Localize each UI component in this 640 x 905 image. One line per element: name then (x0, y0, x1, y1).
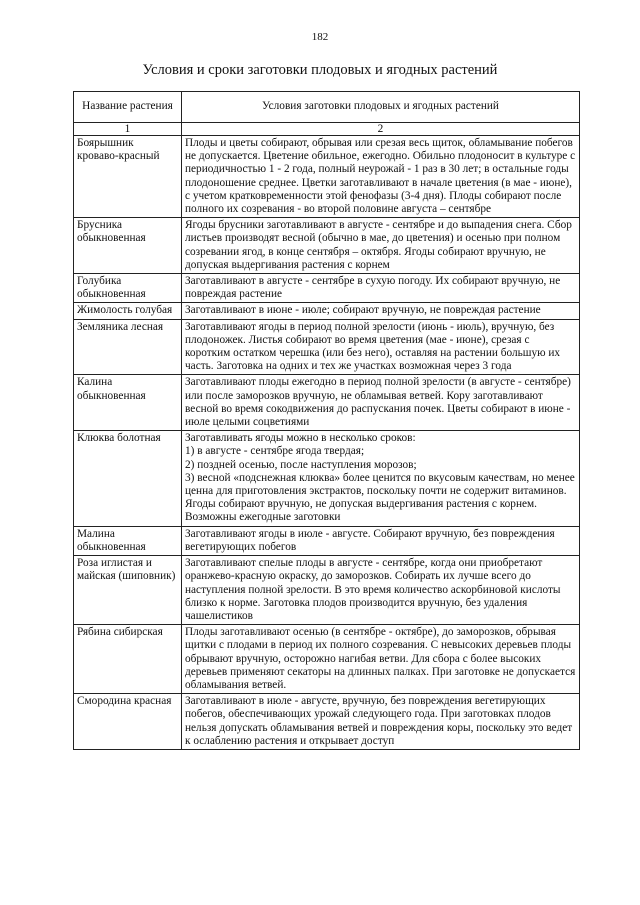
condition-line: 1) в августе - сентябре ягода твердая; (185, 445, 365, 458)
table-row (74, 526, 580, 555)
page-title: Условия и сроки заготовки плодовых и ягодных растений (142, 62, 498, 78)
plant-conditions: Заготавливают ягоды в июле - августе. Собирают вручную, без повреждения вегетирующих побегов (182, 526, 580, 555)
table-header-row (74, 92, 580, 123)
table-row (74, 303, 580, 319)
plant-name: Малина обыкновенная (74, 526, 182, 555)
plant-conditions (182, 431, 580, 526)
plant-conditions: Заготавливают в августе - сентябре в сухую погоду. Их собирают вручную, не повреждая растение (182, 274, 580, 303)
plant-conditions: Заготавливают в июне - июле; собирают вручную, не повреждая растение (182, 303, 580, 319)
table-row (74, 274, 580, 303)
plant-conditions: Заготавливают ягоды в период полной зрелости (июнь - июль), вручную, без плодоножек. Листья собирают во время цветения (мае - июне), срезая с коротким остатком черешка (или без него), оставляя на растении большую их часть. Заготовка на одних и тех же участках возможная через 3 года (182, 319, 580, 375)
harvest-table (73, 91, 580, 750)
plant-conditions: Заготавливают в июле - августе, вручную, без повреждения вегетирующих побегов, обеспечивающих урожай следующего года. При заготовках плодов нельзя допускать обламывания ветвей и повреждения коры, поскольку это ведет к ослаблению растения и открывает доступ (182, 694, 580, 750)
header-plant-name: Название растения (74, 92, 182, 123)
column-number-row (74, 123, 580, 136)
plant-conditions: Заготавливают спелые плоды в августе - сентябре, когда они приобретают оранжево-красную окраску, до заморозков. Собирать их лучше всего до наступления полной зрелости. В это время количество аскорбиновой кислоты близко к норме. Заготовка плодов производится вручную, без удаления чашелистиков (182, 556, 580, 625)
table-row (74, 375, 580, 431)
condition-line: Заготавливать ягоды можно в несколько сроков: (185, 432, 416, 445)
plant-name: Смородина красная (74, 694, 182, 750)
plant-conditions: Заготавливают плоды ежегодно в период полной зрелости (в августе - сентябре) или после заморозков вручную, не обламывая ветвей. Кору заготавливают весной во время сокодвижения до распускания почек. Цветы собирают в июне - июле целыми соцветиями (182, 375, 580, 431)
condition-line: 2) поздней осенью, после наступления морозов; (185, 458, 417, 471)
table-row (74, 556, 580, 625)
table-row (74, 694, 580, 750)
plant-name: Рябина сибирская (74, 625, 182, 694)
table-row (74, 218, 580, 274)
plant-name: Брусника обыкновенная (74, 218, 182, 274)
table-row (74, 431, 580, 526)
column-number: 1 (74, 123, 182, 136)
plant-conditions: Плоды и цветы собирают, обрывая или срезая весь щиток, обламывание побегов не допускается. Цветение обильное, ежегодно. Обильно плодоносит в культуре с периодичностью 1 - 2 года, полный неурожай - 1 раз в 30 лет; в остальные годы плодоношение среднее. Цветки заготавливают в начале цветения (в мае - июне), с учетом кратковременности этой фенофазы (3-4 дня). Плоды собирают после полного их созревания - во второй половине августа – сентябре (182, 136, 580, 218)
table-row (74, 319, 580, 375)
plant-name: Жимолость голубая (74, 303, 182, 319)
plant-name: Голубика обыкновенная (74, 274, 182, 303)
column-number: 2 (182, 123, 580, 136)
header-conditions: Условия заготовки плодовых и ягодных растений (182, 92, 580, 123)
table-row (74, 136, 580, 218)
plant-name: Роза иглистая и майская (шиповник) (74, 556, 182, 625)
page-number: 182 (311, 31, 329, 43)
plant-name: Боярышник кроваво-красный (74, 136, 182, 218)
plant-conditions: Ягоды брусники заготавливают в августе - сентябре и до выпадения снега. Сбор листьев производят весной (обычно в мае, до цветения) и осенью при полном созревании ягод, в конце сентября – октября. Ягоды собирают вручную, не допуская выдергивания растения с корнем (182, 218, 580, 274)
plant-name: Клюква болотная (74, 431, 182, 526)
plant-name: Земляника лесная (74, 319, 182, 375)
condition-line: 3) весной «подснежная клюква» более ценится по вкусовым качествам, но менее ценна для приготовления экстрактов, поскольку почти не содержит витаминов. Ягоды собирают вручную, не допуская выдергивания растения с корнем. Возможны ежегодные заготовки (185, 471, 575, 524)
plant-name: Калина обыкновенная (74, 375, 182, 431)
table-row (74, 625, 580, 694)
plant-conditions: Плоды заготавливают осенью (в сентябре - октябре), до заморозков, обрывая щитки с плодами в период их полного созревания. С невысоких деревьев плоды обрывают вручную, осторожно нагибая ветви. Для сбора с более высоких деревьев применяют секаторы на длинных палках. При заготовке не допускается обламывания ветвей. (182, 625, 580, 694)
